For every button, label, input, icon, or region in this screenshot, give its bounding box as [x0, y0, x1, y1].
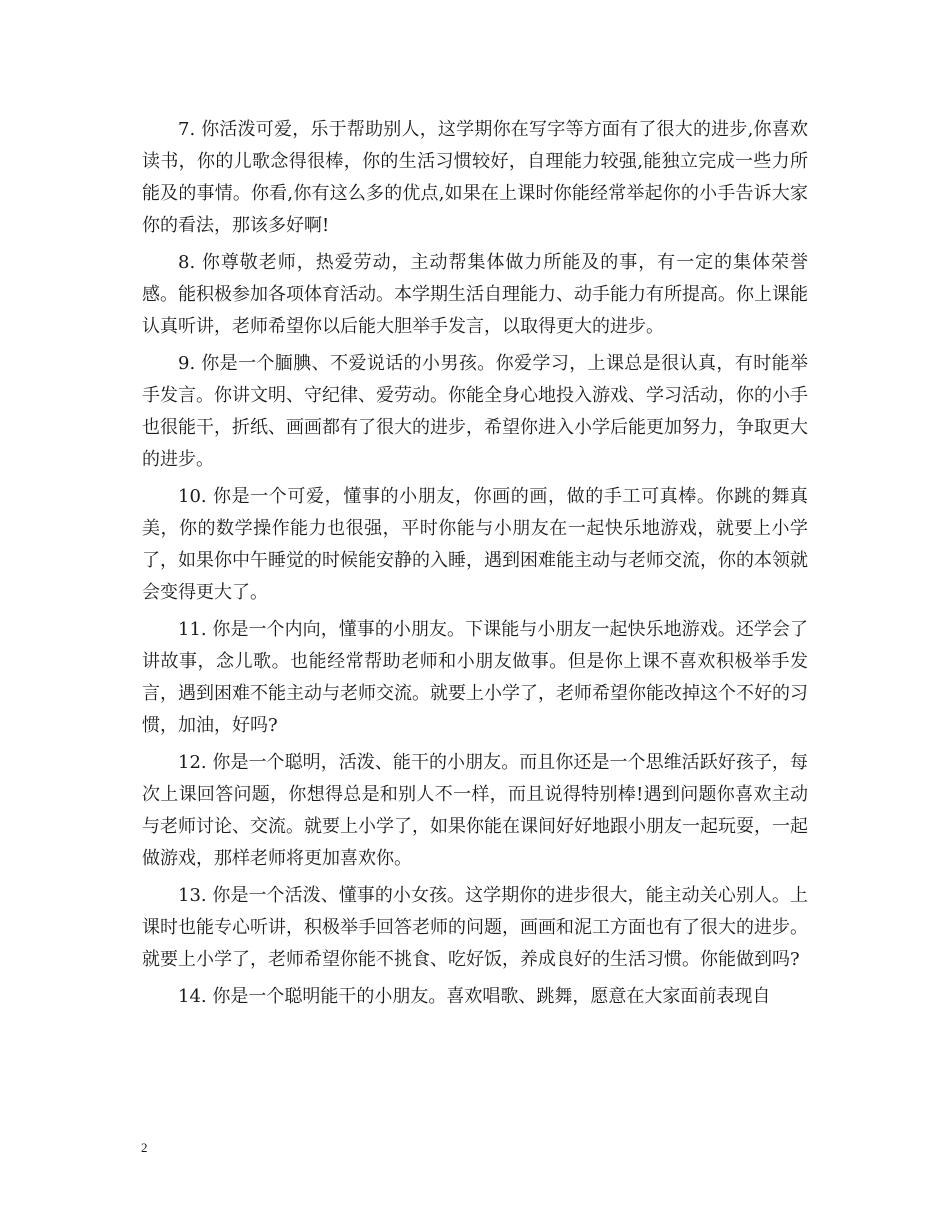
paragraph-11: 11. 你是一个内向，懂事的小朋友。下课能与小朋友一起快乐地游戏。还学会了讲故事，念儿歌。也能经常帮助老师和小朋友做事。但是你上课不喜欢积极举手发言，遇到困难不能主动与老师交流。就要上小学了，老师希望你能改掉这个不好的习惯，加油，好吗? [142, 619, 808, 736]
paragraph-13: 13. 你是一个活泼、懂事的小女孩。这学期你的进步很大，能主动关心别人。上课时也能专心听讲，积极举手回答老师的问题，画画和泥工方面也有了很大的进步。就要上小学了，老师希望你能不挑食、吃好饭，养成良好的生活习惯。你能做到吗? [142, 885, 808, 970]
paragraph-10: 10. 你是一个可爱，懂事的小朋友，你画的画，做的手工可真棒。你跳的舞真美，你的数学操作能力也很强，平时你能与小朋友在一起快乐地游戏，就要上小学了，如果你中午睡觉的时候能安静的入睡，遇到困难能主动与老师交流，你的本领就会变得更大了。 [142, 486, 808, 603]
paragraph-8: 8. 你尊敬老师，热爱劳动，主动帮集体做力所能及的事，有一定的集体荣誉感。能积极参加各项体育活动。本学期生活自理能力、动手能力有所提高。你上课能认真听讲，老师希望你以后能大胆举手发言，以取得更大的进步。 [142, 252, 808, 337]
paragraph-7: 7. 你活泼可爱，乐于帮助别人，这学期你在写字等方面有了很大的进步,你喜欢读书，你的儿歌念得很棒，你的生活习惯较好，自理能力较强,能独立完成一些力所能及的事情。你看,你有这么多的优点,如果在上课时你能经常举起你的小手告诉大家你的看法，那该多好啊! [142, 119, 808, 236]
paragraph-12: 12. 你是一个聪明，活泼、能干的小朋友。而且你还是一个思维活跃好孩子，每次上课回答问题，你想得总是和别人不一样，而且说得特别棒!遇到问题你喜欢主动与老师讨论、交流。就要上小学了，如果你能在课间好好地跟小朋友一起玩耍，一起做游戏，那样老师将更加喜欢你。 [142, 752, 808, 869]
paragraph-9: 9. 你是一个腼腆、不爱说话的小男孩。你爱学习，上课总是很认真，有时能举手发言。你讲文明、守纪律、爱劳动。你能全身心地投入游戏、学习活动，你的小手也很能干，折纸、画画都有了很大的进步，希望你进入小学后能更加努力，争取更大的进步。 [142, 353, 808, 470]
page-number: 2 [141, 1140, 148, 1155]
document-body [142, 114, 808, 1018]
paragraph-14: 14. 你是一个聪明能干的小朋友。喜欢唱歌、跳舞，愿意在大家面前表现自 [178, 986, 771, 1007]
